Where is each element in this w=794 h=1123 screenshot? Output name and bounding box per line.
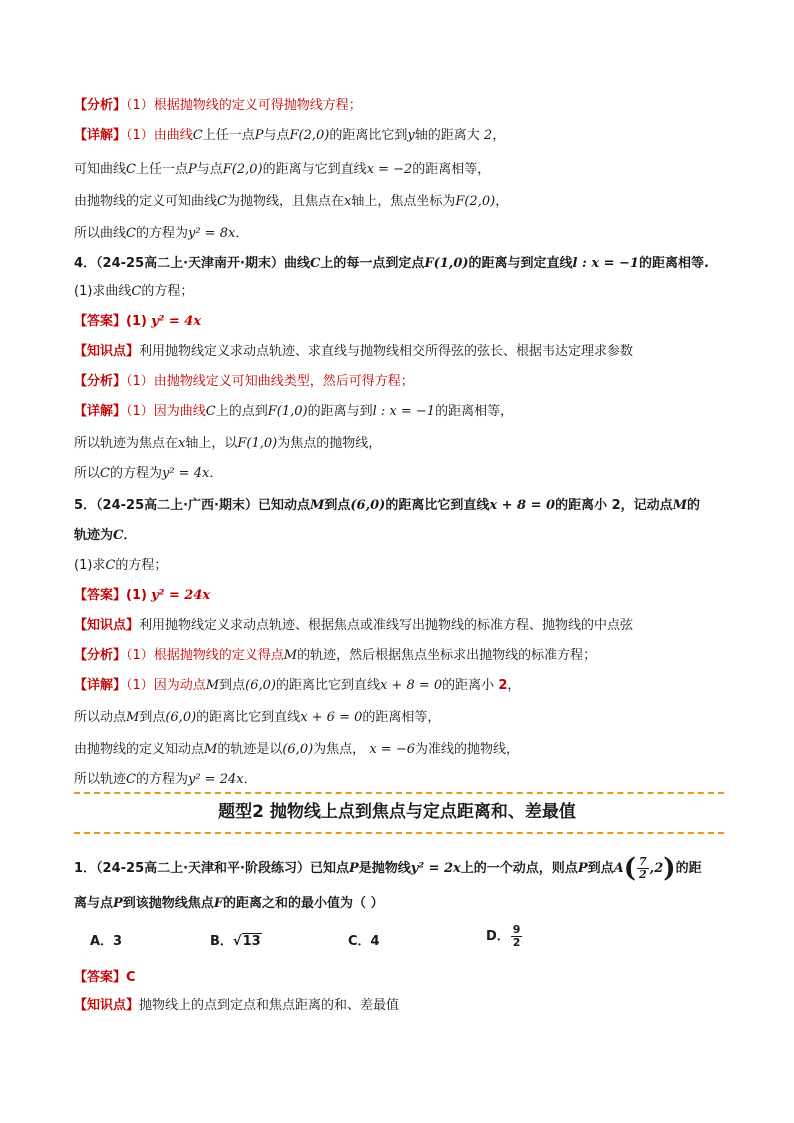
analysis-text: （1）根据抛物线的定义可得抛物线方程； (126, 98, 362, 113)
option-a[interactable]: A．3 (90, 934, 123, 949)
detail-line-3c: 由抛物线的定义可知曲线C为抛物线，且焦点在x轴上，焦点坐标为F(2,0)， (74, 194, 509, 209)
s2-question-1-stem: 1．（24-25高二上·天津和平·阶段练习）已知点P是抛物线y² = 2x上的一个动点，则点P到点A( $\frac{7}{2}$ ,2)的距 (74, 853, 702, 884)
question-5-detail-a: 【详解】（1）因为动点M到点(6,0)的距离比它到直线x + 8 = 0的距离小 2， (74, 678, 521, 693)
section-divider-bottom (74, 832, 724, 834)
question-5-detail-b: 所以动点M到点(6,0)的距离比它到直线x + 6 = 0的距离相等， (74, 710, 441, 725)
option-c[interactable]: C．4 (348, 934, 380, 949)
answer-tag: 【答案】 (74, 314, 127, 329)
question-4-stem: 4．（24-25高二上·天津南开·期末）曲线C上的每一点到定点F(1,0)的距离与到定直线l : x = −1的距离相等. (74, 256, 709, 271)
question-5-knowledge: 【知识点】利用抛物线定义求动点轨迹、根据焦点或准线写出抛物线的标准方程、抛物线的中点弦 (74, 618, 634, 633)
s2-question-1-stem-2: 离与点P到该抛物线焦点F的距离之和的最小值为（ ） (74, 896, 384, 911)
question-4-analysis: 【分析】（1）由抛物线定义可知曲线类型，然后可得方程； (74, 374, 414, 389)
question-4-answer: 【答案】(1) y² = 4x (74, 314, 202, 329)
section-divider-top (74, 792, 724, 794)
detail-line-3b: 可知曲线C上任一点P与点F(2,0)的距离与它到直线x = −2的距离相等， (74, 162, 491, 177)
question-5-sub1: (1)求C的方程； (74, 558, 168, 573)
analysis-line-3 (74, 96, 734, 116)
question-4-knowledge: 【知识点】利用抛物线定义求动点轨迹、求直线与抛物线相交所得弦的弦长、根据韦达定理求参数 (74, 344, 634, 359)
point-a-x-fraction: $\frac{7}{2}$ (639, 855, 647, 881)
s2-question-1-knowledge: 【知识点】抛物线上的点到定点和焦点距离的和、差最值 (74, 998, 400, 1013)
option-d-fraction: $\frac{9}{2}$ (512, 923, 521, 949)
question-5-stem-2: 轨迹为C． (74, 528, 137, 543)
option-b[interactable]: B．√13 (210, 934, 261, 949)
question-5-answer: 【答案】(1) y² = 24x (74, 588, 211, 603)
question-5-detail-d: 所以轨迹C的方程为y² = 24x． (74, 772, 257, 787)
question-4-detail-c: 所以C的方程为y² = 4x． (74, 466, 223, 481)
question-4-detail-b: 所以轨迹为焦点在x轴上，以F(1,0)为焦点的抛物线， (74, 436, 382, 451)
question-4-sub1: (1)求曲线C的方程； (74, 284, 194, 299)
question-5-stem: 5．（24-25高二上·广西·期末）已知动点M到点(6,0)的距离比它到直线x + 8 = 0的距离小 2，记动点M的 (74, 498, 701, 513)
question-5-detail-c: 由抛物线的定义知动点M的轨迹是以(6,0)为焦点， x = −6为准线的抛物线， (74, 742, 519, 757)
detail-line-3d: 所以曲线C的方程为y² = 8x． (74, 226, 249, 241)
question-4-detail-a: 【详解】（1）因为曲线C上的点到F(1,0)的距离与到l : x = −1的距离相等， (74, 404, 514, 419)
s2-question-1-answer: 【答案】C (74, 970, 136, 985)
section-title: 题型2 抛物线上点到焦点与定点距离和、差最值 (218, 802, 576, 822)
detail-tag: 【详解】 (74, 128, 127, 143)
option-d[interactable]: D． $\frac{9}{2}$ (486, 923, 521, 949)
analysis-tag: 【分析】 (74, 98, 127, 113)
question-5-analysis: 【分析】（1）根据抛物线的定义得点M的轨迹，然后根据焦点坐标求出抛物线的标准方程； (74, 648, 597, 663)
knowledge-tag: 【知识点】 (74, 344, 140, 359)
detail-line-3a: 【详解】（1）由曲线C上任一点P与点F(2,0)的距离比它到y轴的距离大 2， (74, 128, 506, 143)
